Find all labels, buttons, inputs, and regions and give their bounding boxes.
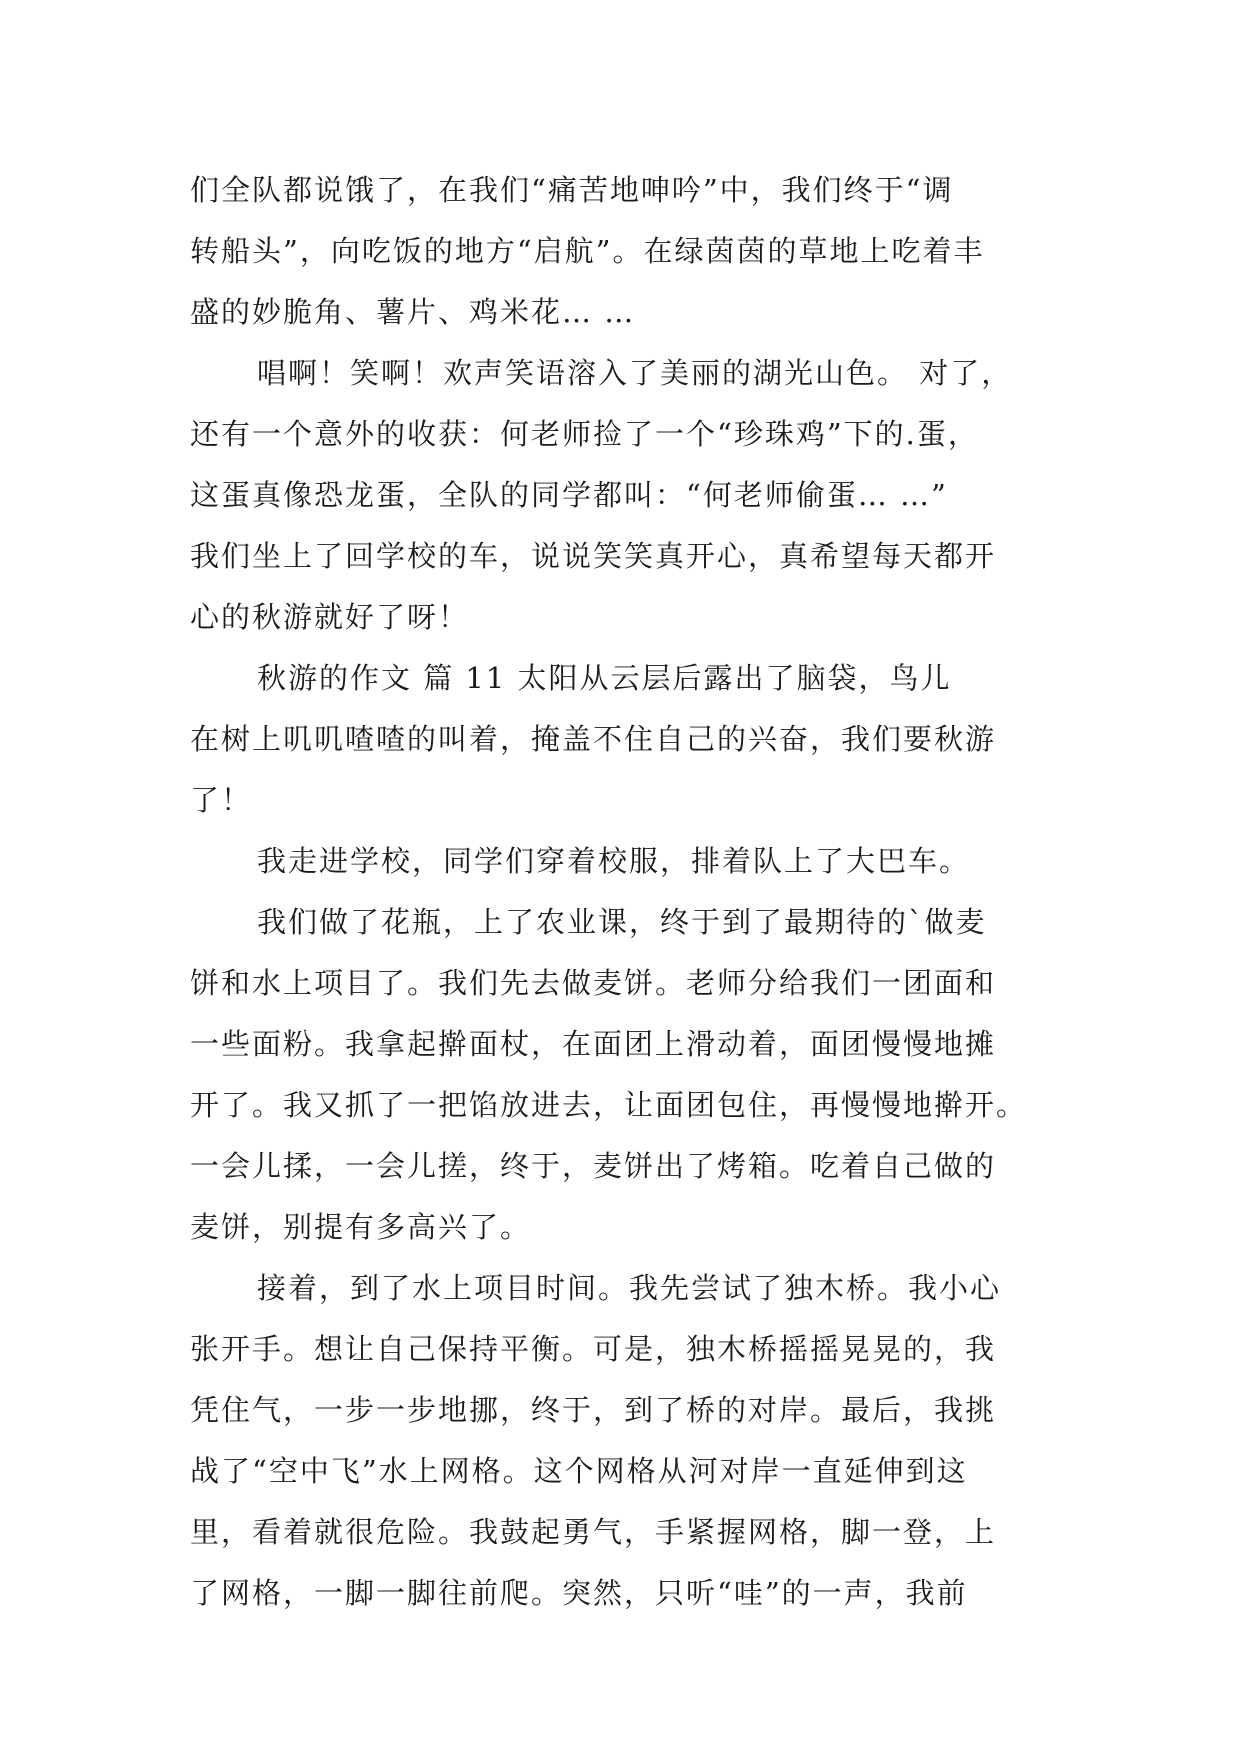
text-line: 转船头”，向吃饭的地方“启航”。在绿茵茵的草地上吃着丰 [190, 234, 985, 268]
text-line: 这蛋真像恐龙蛋，全队的同学都叫：“何老师偷蛋… …” [190, 478, 948, 512]
essay-body [190, 160, 1050, 1624]
text-line: 了！ [190, 783, 253, 817]
text-line: 我走进学校，同学们穿着校服，排着队上了大巴车。 [257, 844, 971, 878]
text-line: 我们坐上了回学校的车，说说笑笑真开心，真希望每天都开 [190, 539, 997, 573]
text-line: 们全队都说饿了，在我们“痛苦地呻吟”中，我们终于“调 [190, 173, 954, 207]
text-line: 张开手。想让自己保持平衡。可是，独木桥摇摇晃晃的，我 [190, 1332, 997, 1366]
text-line: 了网格，一脚一脚往前爬。突然，只听“哇”的一声，我前 [190, 1576, 968, 1610]
text-line: 一些面粉。我拿起擀面杖，在面团上滑动着，面团慢慢地摊 [190, 1027, 997, 1061]
text-line: 唱啊！笑啊！欢声笑语溶入了美丽的湖光山色。 对了， [257, 356, 1013, 390]
text-line: 饼和水上项目了。我们先去做麦饼。老师分给我们一团面和 [190, 966, 997, 1000]
text-line: 里，看着就很危险。我鼓起勇气，手紧握网格，脚一登，上 [190, 1515, 997, 1549]
text-line: 开了。我又抓了一把馅放进去，让面团包住，再慢慢地擀开。 [190, 1088, 1028, 1122]
text-line: 战了“空中飞”水上网格。这个网格从河对岸一直延伸到这 [190, 1454, 968, 1488]
text-line: 麦饼，别提有多高兴了。 [190, 1210, 532, 1244]
text-line: 我们做了花瓶，上了农业课，终于到了最期待的`做麦 [257, 905, 987, 939]
text-line: 秋游的作文 篇 11 太阳从云层后露出了脑袋，鸟儿 [257, 661, 952, 695]
text-line: 接着，到了水上项目时间。我先尝试了独木桥。我小心 [257, 1271, 1002, 1305]
text-line: 在树上叽叽喳喳的叫着，掩盖不住自己的兴奋，我们要秋游 [190, 722, 997, 756]
text-line: 凭住气，一步一步地挪，终于，到了桥的对岸。最后，我挑 [190, 1393, 997, 1427]
text-line: 心的秋游就好了呀！ [190, 600, 470, 634]
text-line: 盛的妙脆角、薯片、鸡米花… … [190, 295, 636, 329]
text-line: 一会儿揉，一会儿搓，终于，麦饼出了烤箱。吃着自己做的 [190, 1149, 997, 1183]
text-line: 还有一个意外的收获：何老师捡了一个“珍珠鸡”下的.蛋， [190, 417, 979, 451]
